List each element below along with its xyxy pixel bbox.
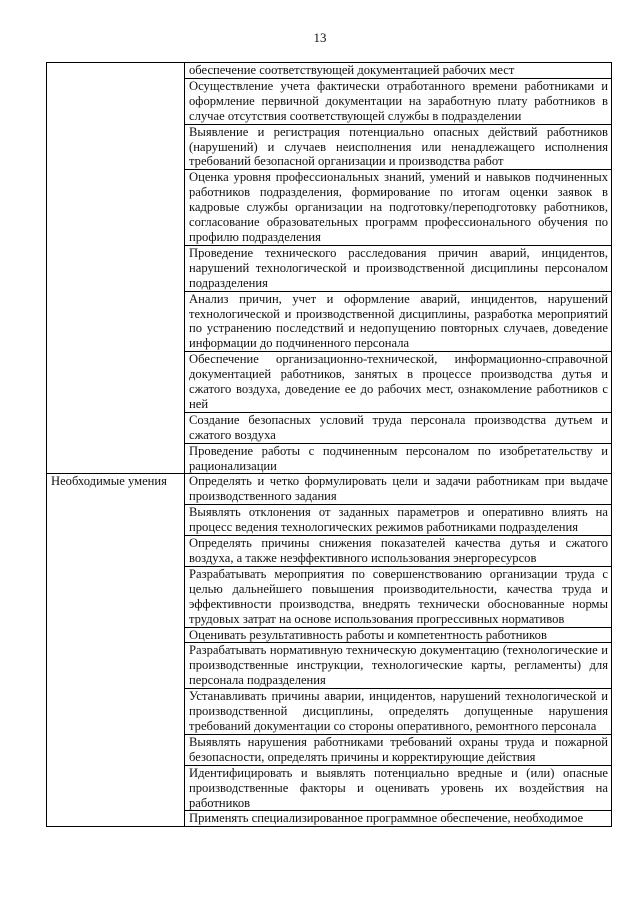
section-label <box>47 63 185 474</box>
table-row <box>47 474 612 505</box>
table-cell: Проведение технического расследования причин аварий, инцидентов, нарушений технологической и производственной дисциплины персоналом подразделения <box>185 245 612 291</box>
table-cell: Выявлять нарушения работниками требований охраны труда и пожарной безопасности, определять причины и корректирующие действия <box>185 734 612 765</box>
table-cell: Разрабатывать нормативную техническую документацию (технологические и производственные инструкции, технологические карты, регламенты) для персонала подразделения <box>185 643 612 689</box>
table-cell: Определять и четко формулировать цели и задачи работникам при выдаче производственного задания <box>185 474 612 505</box>
table-cell: Оценка уровня профессиональных знаний, умений и навыков подчиненных работников подразделения, формирование по итогам оценки заявок в кадровые службы организации на подготовку/переподготовку работников, согласование образовательных программ профессионального обучения по профилю подразделения <box>185 170 612 246</box>
competency-table <box>46 62 612 827</box>
table-cell: Анализ причин, учет и оформление аварий, инцидентов, нарушений технологической и производственной дисциплины, разработка мероприятий по устранению последствий и недопущению повторных случаев, доведение информации до подчиненного персонала <box>185 291 612 352</box>
table-cell: обеспечение соответствующей документацией рабочих мест <box>185 63 612 79</box>
table-row <box>47 63 612 79</box>
section-label: Необходимые умения <box>47 474 185 827</box>
table-cell: Оценивать результативность работы и компетентность работников <box>185 627 612 643</box>
table-cell: Определять причины снижения показателей качества дутья и сжатого воздуха, а также неэффективного использования энергоресурсов <box>185 536 612 567</box>
table-cell: Разрабатывать мероприятия по совершенствованию организации труда с целью дальнейшего повышения производительности, качества труда и эффективности производства, внедрять технически обоснованные нормы трудовых затрат на основе использования прогрессивных нормативов <box>185 566 612 627</box>
table-cell: Проведение работы с подчиненным персоналом по изобретательству и рационализации <box>185 443 612 474</box>
table-cell: Выявление и регистрация потенциально опасных действий работников (нарушений) и случаев неисполнения или ненадлежащего исполнения требований безопасной организации и производства работ <box>185 124 612 170</box>
table-cell: Выявлять отклонения от заданных параметров и оперативно влиять на процесс ведения технологических режимов работниками подразделения <box>185 505 612 536</box>
table-cell: Создание безопасных условий труда персонала производства дутьем и сжатого воздуха <box>185 412 612 443</box>
table-cell: Обеспечение организационно-технической, информационно-справочной документацией работников, занятых в процессе производства дутья и сжатого воздуха, доведение ее до рабочих мест, ознакомление работников с ней <box>185 352 612 413</box>
table-cell: Осуществление учета фактически отработанного времени работниками и оформление первичной документации на заработную плату работников в случае отсутствия соответствующей службы в подразделении <box>185 78 612 124</box>
table-cell: Устанавливать причины аварии, инцидентов, нарушений технологической и производственной дисциплины, определять допущенные нарушения требований документации со стороны оперативного, ремонтного персонала <box>185 689 612 735</box>
page-number: 13 <box>313 30 327 45</box>
table-cell: Идентифицировать и выявлять потенциально вредные и (или) опасные производственные факторы и оценивать уровень их воздействия на работников <box>185 765 612 811</box>
table-cell: Применять специализированное программное обеспечение, необходимое <box>185 811 612 827</box>
